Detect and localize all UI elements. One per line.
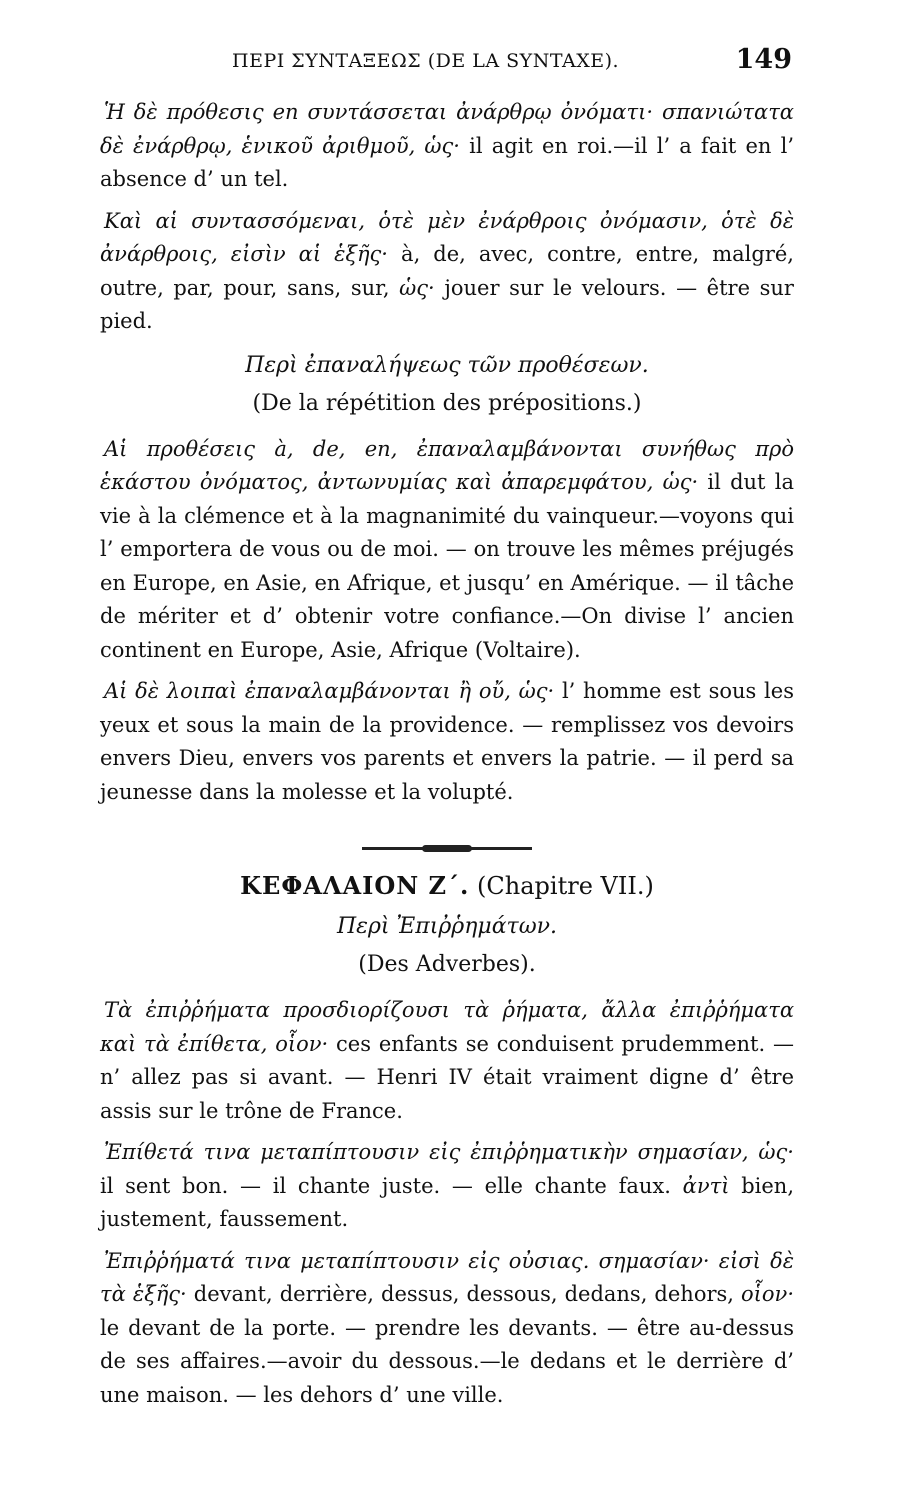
greek-text: Αἱ προθέσεις à, de, en, ἐπαναλαμβάνονται συνήθως πρὸ ἑκάστου ὀνόματος, ἀντωνυμίας καὶ ἀπαρεμφάτου, ὡς· <box>100 436 794 494</box>
paragraph <box>100 96 794 197</box>
page-body <box>100 96 794 1420</box>
section-divider <box>362 847 532 850</box>
chapter-heading <box>100 864 794 908</box>
chapter-title-french: (Chapitre VII.) <box>477 872 654 900</box>
greek-text: Τὰ ἐπιῤῥήματα προσδιορίζουσι τὰ ῥήματα, ἄλλα ἐπιῤῥήματα καὶ τὰ ἐπίθετα, οἷον· <box>100 998 794 1056</box>
greek-text: Καὶ αἱ συντασσόμεναι, ὁτὲ μὲν ἐνάρθροις ὀνόμασιν, ὁτὲ δὲ ἀνάρθροις, εἰσὶν αἱ ἑξῆς· <box>100 208 794 266</box>
page-header <box>232 44 792 84</box>
greek-text: ἀντὶ <box>682 1173 730 1198</box>
french-text: à, de, avec, contre, entre, malgré, outre, par, pour, sans, sur, <box>100 242 794 300</box>
paragraph <box>100 433 794 668</box>
greek-text: Ἐπιῤῥήματά τινα μεταπίπτουσιν εἰς οὐσιας. σημασίαν· εἰσὶ δὲ τὰ ἑξῆς· <box>100 1248 794 1306</box>
french-text: il dut la vie à la clémence et à la magnanimité du vainqueur.—voyons qui l’ emportera de vous ou de moi. — on trouve les mêmes préjugés en Europe, en Asie, en Afrique, et jusqu’ en Amérique. — il tâche de mériter et d’ obtenir votre confiance.—On divise l’ ancien continent en Europe, Asie, Afrique (Voltaire). <box>100 470 794 662</box>
paragraph <box>100 1245 794 1413</box>
greek-text: Ἡ δὲ πρόθεσις en συντάσσεται ἀνάρθρῳ ὀνόματι· σπανιώτατα δὲ ἐνάρθρῳ, ἑνικοῦ ἀριθμοῦ, ὡς· <box>100 100 794 158</box>
page-number: 149 <box>735 44 792 75</box>
paragraph <box>100 675 794 809</box>
french-text: jouer sur le velours. — être sur pied. <box>100 275 794 333</box>
greek-text: Αἱ δὲ λοιπαὶ ἐπαναλαμβάνονται ἢ οὔ, ὡς· <box>104 679 555 703</box>
greek-text: ὡς· <box>399 275 435 300</box>
french-text: bien, justement, faussement. <box>100 1173 794 1231</box>
chapter-subtitle-greek: Περὶ Ἐπιῤῥημάτων. <box>336 914 558 939</box>
paragraph <box>100 205 794 339</box>
french-text: ces enfants se conduisent prudemment. — n’ allez pas si avant. — Henri IV était vraiment digne d’ être assis sur le trône de France. <box>100 1031 794 1123</box>
french-text: il agit en roi.—il l’ a fait en l’ absence d’ un tel. <box>100 133 794 191</box>
chapter-title-greek: ΚΕΦΑΛΑΙΟΝ Ζ΄. <box>240 871 470 900</box>
paragraph <box>100 1136 794 1237</box>
french-text: devant, derrière, dessus, dessous, dedans, dehors, <box>193 1282 734 1306</box>
french-text: le devant de la porte. — prendre les devants. — être au-dessus de ses affaires.—avoir du dessous.—le dedans et le derrière d’ une maison. — les dehors d’ une ville. <box>100 1315 794 1407</box>
french-text: l’ homme est sous les yeux et sous la main de la providence. — remplissez vos devoirs envers Dieu, envers vos parents et envers la patrie. — il perd sa jeunesse dans la molesse et la volupté. <box>100 679 794 804</box>
section-heading-greek: Περὶ ἐπαναλήψεως τῶν προθέσεων. <box>245 352 649 378</box>
chapter-subtitle-french: (Des Adverbes). <box>358 952 536 977</box>
french-text: il sent bon. — il chante juste. — elle chante faux. <box>100 1173 671 1198</box>
greek-text: οἷον· <box>741 1282 794 1306</box>
greek-text: Ἐπίθετά τινα μεταπίπτουσιν εἰς ἐπιῤῥηματικὴν σημασίαν, ὡς· <box>104 1140 794 1164</box>
paragraph <box>100 994 794 1128</box>
running-head: ΠΕΡΙ ΣΥΝΤΑΞΕΩΣ (DE LA SYNTAXE). <box>232 50 620 72</box>
section-heading-french: (De la répétition des prépositions.) <box>252 390 642 416</box>
